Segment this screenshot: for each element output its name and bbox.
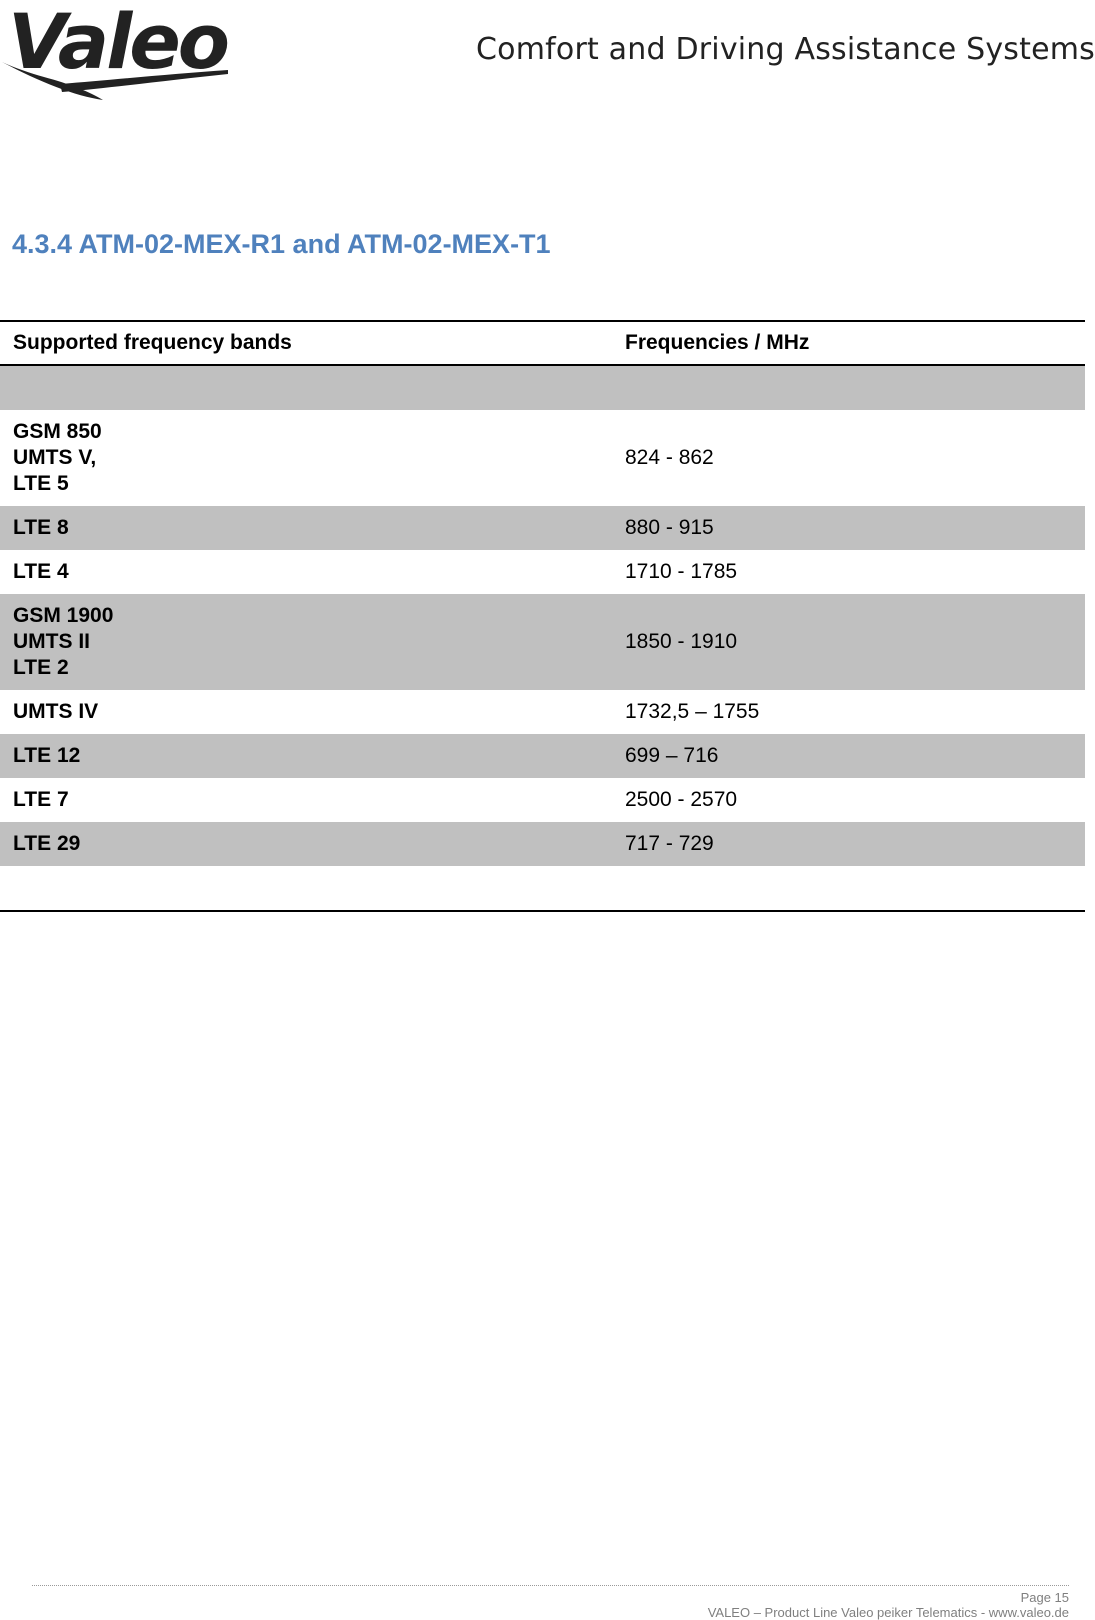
band-cell	[0, 831, 625, 857]
band-label: LTE 4	[13, 560, 69, 583]
footer-divider	[32, 1585, 1069, 1586]
table-row	[0, 506, 1085, 550]
band-label: UMTS II	[13, 630, 90, 653]
page-header	[0, 0, 1095, 110]
band-cell	[0, 559, 625, 585]
header-bands: Supported frequency bands	[13, 331, 292, 354]
table-row	[0, 690, 1085, 734]
division-name: Comfort and Driving Assistance Systems	[476, 32, 1095, 67]
band-label: UMTS IV	[13, 700, 99, 723]
band-label: LTE 2	[13, 656, 69, 679]
table-row	[0, 550, 1085, 594]
frequency-cell: 699 – 716	[625, 744, 719, 767]
band-label: LTE 5	[13, 472, 69, 495]
band-label: LTE 7	[13, 788, 69, 811]
band-cell	[0, 603, 625, 681]
frequency-cell: 1732,5 – 1755	[625, 700, 760, 723]
table-row-empty	[0, 366, 1085, 410]
band-cell	[0, 787, 625, 813]
table-row-empty	[0, 866, 1085, 910]
frequency-table	[0, 320, 1085, 912]
band-label: GSM 1900	[13, 604, 114, 627]
frequency-cell: 2500 - 2570	[625, 788, 738, 811]
band-cell	[0, 419, 625, 497]
band-label: LTE 29	[13, 832, 81, 855]
band-label: LTE 12	[13, 744, 81, 767]
header-frequencies: Frequencies / MHz	[625, 331, 810, 354]
valeo-logo	[0, 0, 240, 105]
frequency-cell: 824 - 862	[625, 446, 714, 469]
frequency-cell: 1850 - 1910	[625, 630, 738, 653]
band-label: GSM 850	[13, 420, 102, 443]
footer-company: VALEO – Product Line Valeo peiker Telematics - www.valeo.de	[707, 1605, 1069, 1620]
table-row	[0, 734, 1085, 778]
frequency-cell: 1710 - 1785	[625, 560, 738, 583]
table-row	[0, 594, 1085, 690]
band-cell	[0, 515, 625, 541]
table-row	[0, 822, 1085, 866]
band-cell	[0, 699, 625, 725]
page-number: Page 15	[1020, 1590, 1069, 1605]
band-label: LTE 8	[13, 516, 69, 539]
table-row	[0, 778, 1085, 822]
table-row	[0, 410, 1085, 506]
frequency-cell: 717 - 729	[625, 832, 714, 855]
svg-text:Valeo: Valeo	[8, 0, 228, 86]
frequency-cell: 880 - 915	[625, 516, 714, 539]
table-header-row	[0, 322, 1085, 366]
band-cell	[0, 743, 625, 769]
band-label: UMTS V,	[13, 446, 97, 469]
section-title: 4.3.4 ATM-02-MEX-R1 and ATM-02-MEX-T1	[12, 229, 551, 259]
